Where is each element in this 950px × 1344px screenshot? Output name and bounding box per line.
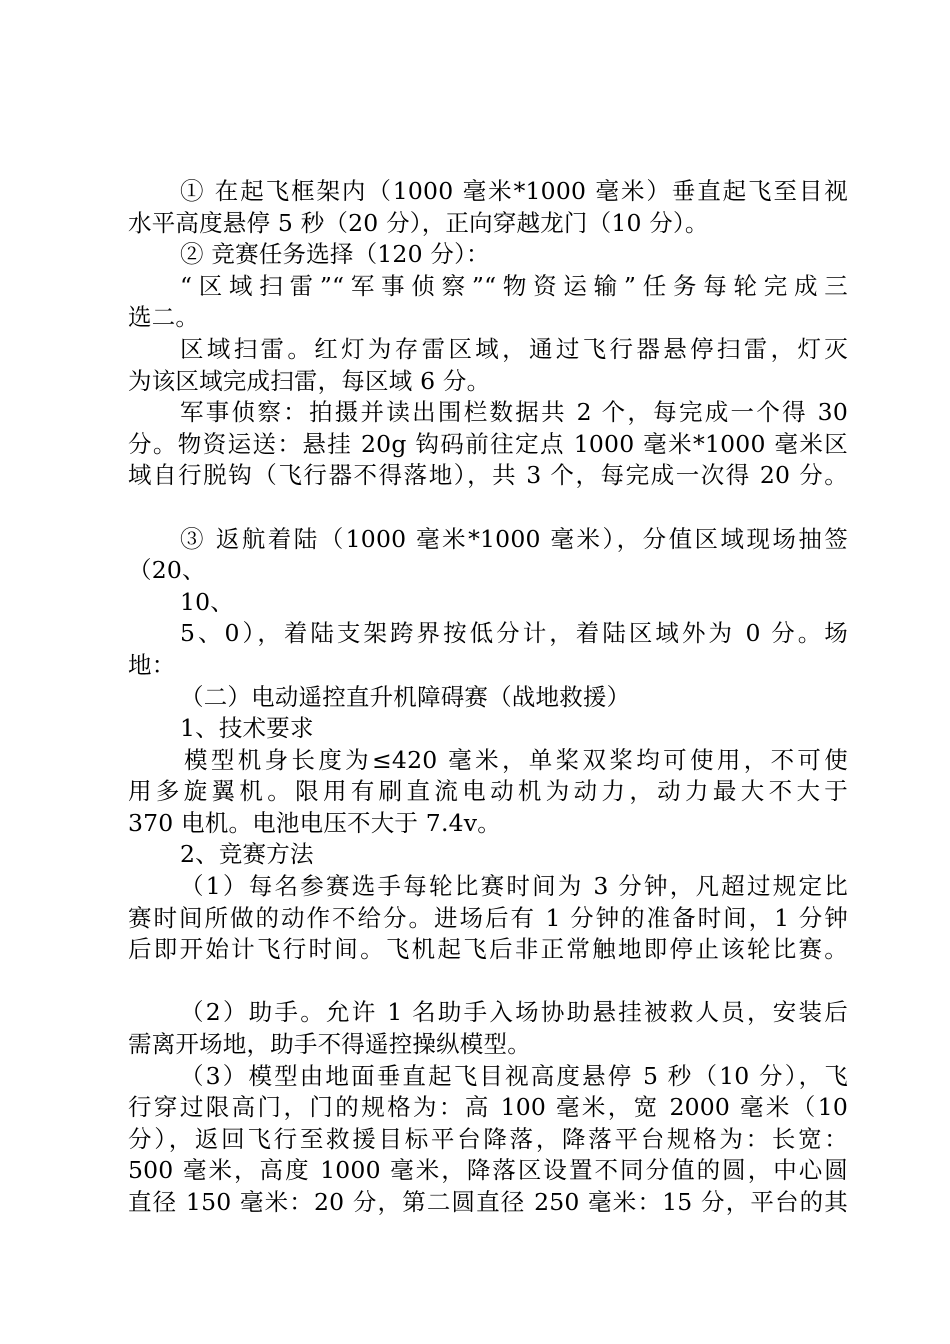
document-body: [128, 176, 848, 1219]
text-line: 地：: [128, 650, 176, 679]
text-line: 1、技术要求: [180, 714, 314, 743]
text-line: （2）助手。允许 1 名助手入场协助悬挂被救人员，安装后: [180, 998, 848, 1027]
text-line: （二）电动遥控直升机障碍赛（战地救援）: [180, 682, 631, 711]
text-line: 370 电机。电池电压不大于 7.4v。: [128, 808, 501, 837]
text-line: ③ 返航着陆（1000 毫米*1000 毫米），分值区域现场抽签: [180, 524, 848, 553]
blank-line: [128, 966, 848, 998]
text-line: 2、竞赛方法: [180, 840, 314, 869]
text-line: （1）每名参赛选手每轮比赛时间为 3 分钟，凡超过规定比: [180, 872, 848, 901]
text-line: 军事侦察：拍摄并读出围栏数据共 2 个，每完成一个得 30: [180, 398, 848, 427]
text-line: 直径 150 毫米：20 分，第二圆直径 250 毫米：15 分，平台的其: [128, 1188, 848, 1216]
text-line: 为该区域完成扫雷，每区域 6 分。: [128, 366, 491, 395]
text-line: 500 毫米，高度 1000 毫米，降落区设置不同分值的圆，中心圆: [128, 1156, 848, 1185]
text-line: 10、: [180, 587, 235, 616]
text-line: 后即开始计飞行时间。飞机起飞后非正常触地即停止该轮比赛。: [128, 935, 848, 964]
text-line: （3）模型由地面垂直起飞目视高度悬停 5 秒（10 分），飞: [180, 1061, 848, 1090]
text-line: （20、: [128, 556, 206, 585]
text-line: 水平高度悬停 5 秒（20 分），正向穿越龙门（10 分）。: [128, 208, 709, 237]
text-line: 用多旋翼机。限用有刷直流电动机为动力，动力最大不大于: [128, 777, 848, 806]
text-line: 赛时间所做的动作不给分。进场后有 1 分钟的准备时间，1 分钟: [128, 903, 848, 932]
text-line: “区域扫雷”“军事侦察”“物资运输”任务每轮完成三: [180, 271, 848, 300]
text-line: 模型机身长度为≤420 毫米，单桨双桨均可使用，不可使: [184, 745, 848, 774]
text-line: 选二。: [128, 303, 200, 332]
text-line: 域自行脱钩（飞行器不得落地），共 3 个，每完成一次得 20 分。: [128, 461, 848, 490]
text-line: 5、0），着陆支架跨界按低分计，着陆区域外为 0 分。场: [180, 619, 848, 648]
text-line: 分），返回飞行至救援目标平台降落，降落平台规格为：长宽：: [128, 1124, 848, 1153]
text-line: 分。物资运送：悬挂 20g 钩码前往定点 1000 毫米*1000 毫米区: [128, 429, 848, 458]
text-line: ① 在起飞框架内（1000 毫米*1000 毫米）垂直起飞至目视: [180, 177, 848, 205]
text-line: ② 竞赛任务选择（120 分）：: [180, 240, 490, 269]
text-line: 需离开场地，助手不得遥控操纵模型。: [128, 1030, 531, 1059]
text-line: 区域扫雷。红灯为存雷区域，通过飞行器悬停扫雷，灯灭: [180, 334, 848, 363]
text-line: 行穿过限高门，门的规格为：高 100 毫米，宽 2000 毫米（10: [128, 1093, 848, 1122]
blank-line: [128, 492, 848, 524]
